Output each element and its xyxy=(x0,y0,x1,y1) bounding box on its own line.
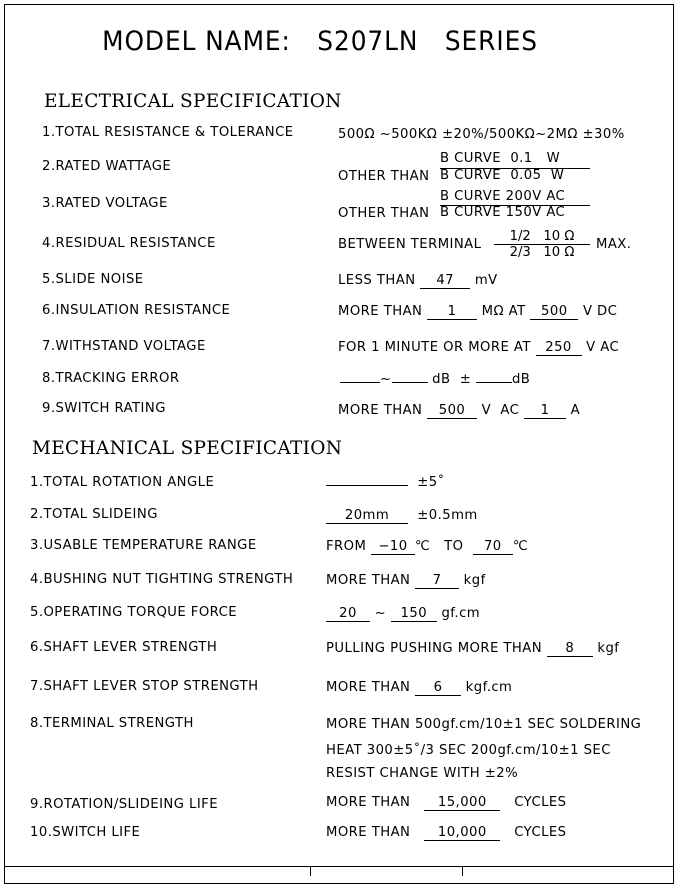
spec-value: FOR 1 MINUTE OR MORE AT 250 V AC xyxy=(338,340,620,355)
electrical-heading: ELECTRICAL SPECIFICATION xyxy=(44,91,342,112)
stack-bottom: B CURVE 150V AC xyxy=(440,205,566,220)
spec-value: ±5˚ xyxy=(326,475,445,491)
blank-value: 15,000 xyxy=(424,795,500,811)
spec-value: MORE THAN 6 kgf.cm xyxy=(326,680,513,695)
spec-value: MORE THAN 7 kgf xyxy=(326,573,486,588)
stack-bottom: B CURVE 0.05 W xyxy=(440,168,565,183)
blank-value: 500 xyxy=(427,403,477,419)
spec-value: MORE THAN 10,000 CYCLES xyxy=(326,825,567,840)
blank-value xyxy=(392,382,428,383)
blank-value: 47 xyxy=(420,273,470,289)
blank-value: −10 xyxy=(371,539,415,555)
spec-label: 5.SLIDE NOISE xyxy=(42,272,144,287)
blank-value: 20mm xyxy=(326,508,408,524)
spec-value: MORE THAN 500gf.cm/10±1 SEC SOLDERING xyxy=(326,717,642,732)
blank-value: 70 xyxy=(473,539,513,555)
spec-label: 1.TOTAL RESISTANCE & TOLERANCE xyxy=(42,125,294,140)
spec-label: 6.SHAFT LEVER STRENGTH xyxy=(30,640,218,655)
spec-prefix: OTHER THAN xyxy=(338,206,430,221)
blank-value: 150 xyxy=(391,606,437,622)
fraction-denominator: 2/3 10 Ω xyxy=(494,244,590,260)
mechanical-heading: MECHANICAL SPECIFICATION xyxy=(32,438,343,459)
spec-label: 9.SWITCH RATING xyxy=(42,401,166,416)
spec-value: PULLING PUSHING MORE THAN 8 kgf xyxy=(326,641,620,656)
spec-label: 7.WITHSTAND VOLTAGE xyxy=(42,339,206,354)
spec-prefix: BETWEEN TERMINAL xyxy=(338,237,482,252)
stack-top: B CURVE 200V AC xyxy=(440,189,566,204)
spec-label: 5.OPERATING TORQUE FORCE xyxy=(30,605,238,620)
spec-value: MORE THAN 15,000 CYCLES xyxy=(326,795,567,810)
spec-label: 3.USABLE TEMPERATURE RANGE xyxy=(30,538,257,553)
spec-label: 1.TOTAL ROTATION ANGLE xyxy=(30,475,215,490)
blank-value: 6 xyxy=(415,680,461,696)
spec-label: 7.SHAFT LEVER STOP STRENGTH xyxy=(30,679,259,694)
blank-value: 20 xyxy=(326,606,370,622)
spec-suffix: MAX. xyxy=(596,237,632,252)
blank-value xyxy=(476,382,512,383)
spec-prefix: OTHER THAN xyxy=(338,169,430,184)
spec-value: HEAT 300±5˚/3 SEC 200gf.cm/10±1 SEC xyxy=(326,743,611,758)
spec-label: 8.TRACKING ERROR xyxy=(42,371,180,386)
fraction-numerator: 1/2 10 Ω xyxy=(509,229,575,244)
blank-value: 1 xyxy=(524,403,566,419)
spec-value: ~ dB ± dB xyxy=(340,372,530,388)
spec-value: 20mm ±0.5mm xyxy=(326,508,478,524)
bottom-divider xyxy=(310,866,311,876)
spec-value: MORE THAN 1 MΩ AT 500 V DC xyxy=(338,304,618,319)
spec-label: 10.SWITCH LIFE xyxy=(30,825,141,840)
blank-value: 500 xyxy=(530,304,578,320)
blank-value: 8 xyxy=(547,641,593,657)
bottom-rule xyxy=(4,866,674,867)
spec-value: 20 ~ 150 gf.cm xyxy=(326,606,480,622)
spec-label: 6.INSULATION RESISTANCE xyxy=(42,303,231,318)
blank-value xyxy=(340,382,380,383)
blank-value xyxy=(326,485,408,486)
spec-value: LESS THAN 47 mV xyxy=(338,273,498,288)
blank-value: 1 xyxy=(427,304,477,320)
blank-value: 10,000 xyxy=(424,825,500,841)
stack-top: B CURVE 0.1 W xyxy=(440,151,561,166)
spec-label: 3.RATED VOLTAGE xyxy=(42,196,168,211)
blank-value: 7 xyxy=(415,573,459,589)
blank-value: 250 xyxy=(536,340,582,356)
spec-value: 500Ω ~500KΩ ±20%/500KΩ~2MΩ ±30% xyxy=(338,127,625,142)
spec-label: 2.TOTAL SLIDEING xyxy=(30,507,158,522)
spec-label: 2.RATED WATTAGE xyxy=(42,159,172,174)
spec-value: MORE THAN 500 V AC 1 A xyxy=(338,403,581,418)
spec-value: RESIST CHANGE WITH ±2% xyxy=(326,766,519,781)
page-title: MODEL NAME: S207LN SERIES xyxy=(102,26,538,57)
spec-value: FROM −10 ℃ TO 70 ℃ xyxy=(326,539,529,554)
residual-fraction xyxy=(494,229,590,260)
spec-label: 9.ROTATION/SLIDEING LIFE xyxy=(30,797,218,812)
spec-label: 4.RESIDUAL RESISTANCE xyxy=(42,236,216,251)
bottom-divider xyxy=(462,866,463,876)
spec-label: 4.BUSHING NUT TIGHTING STRENGTH xyxy=(30,572,294,587)
spec-label: 8.TERMINAL STRENGTH xyxy=(30,716,194,731)
